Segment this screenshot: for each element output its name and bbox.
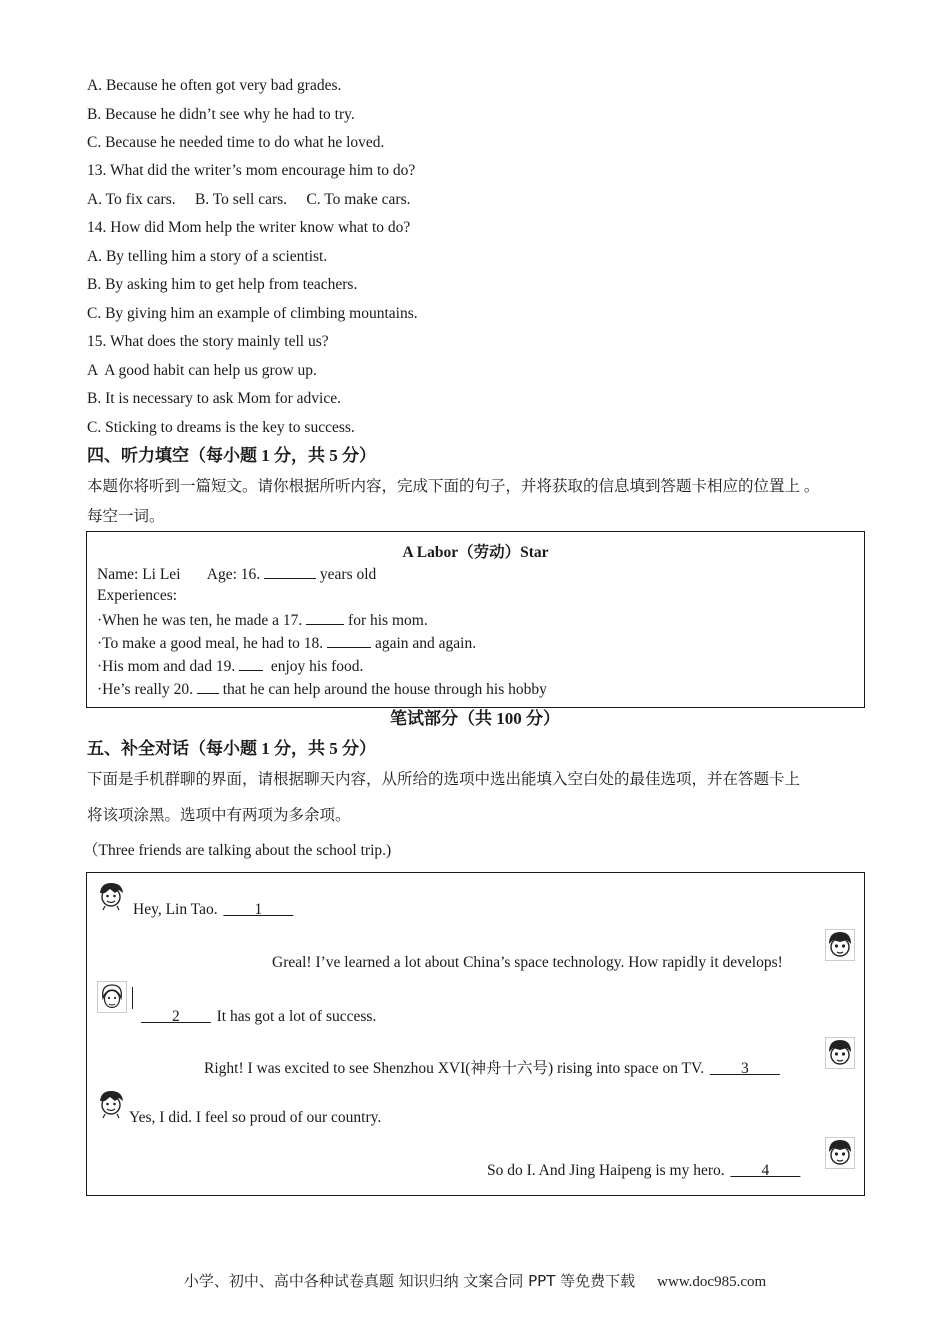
exp-4-post: that he can help around the house through his hobby [218,681,547,698]
section4-instruction-2: 每空一词。 [87,508,165,525]
blank-16[interactable] [264,563,316,579]
box-exp-4 [97,678,547,700]
blank-3[interactable]: ____3____ [709,1060,780,1077]
chat-box [86,872,865,1196]
section5-instruction-1: 下面是手机群聊的界面，请根据聊天内容，从所给的选项中选出能填入空白处的最佳选项，并在答题卡上 [87,771,801,788]
message-1-text: Hey, Lin Tao. [133,901,222,918]
page-footer [0,1270,950,1291]
exp-3-pre: ·His mom and dad 19. [97,658,240,675]
exp-1-pre: ·When he was ten, he made a 17. [97,612,307,629]
message-4-text: Right! I was excited to see Shenzhou XVI(神舟十六号) rising into space on TV. [204,1060,708,1077]
q12-option-c: C. Because he needed time to do what he loved. [87,134,385,151]
box-experiences: Experiences: [97,587,178,604]
box-name: Name: Li Lei [97,566,181,583]
blank-1[interactable]: ____1____ [223,901,294,918]
q13-question: 13. What did the writer’s mom encourage him to do? [87,162,416,179]
box-name-age [97,563,376,585]
girl-avatar-icon [825,1137,855,1169]
box-exp-1 [97,609,428,631]
blank-2[interactable]: ____2____ [141,1008,211,1025]
q14-option-c: C. By giving him an example of climbing mountains. [87,305,418,322]
footer-text: 小学、初中、高中各种试卷真题 知识归纳 文案合同 PPT 等免费下载 [183,1272,636,1290]
q12-option-b: B. Because he didn’t see why he had to try. [87,106,355,123]
chat-message-2: Greal! I’ve learned a lot about China’s space technology. How rapidly it develops! [272,954,783,971]
box-exp-3 [97,655,363,677]
blank-4-number: 4 [761,1162,770,1179]
girl-avatar-icon [97,981,127,1013]
message-3-text: It has got a lot of success. [212,1008,377,1025]
q14-option-b: B. By asking him to get help from teachers. [87,276,358,293]
exp-4-pre: ·He’s really 20. [97,681,197,698]
box-title: A Labor（劳动）Star [402,544,549,561]
footer-url[interactable]: www.doc985.com [657,1274,767,1290]
section4-instruction-1: 本题你将听到一篇短文。请你根据所听内容，完成下面的句子，并将获取的信息填到答题卡相应的位置上 。 [87,478,820,495]
section5-context: （Three friends are talking about the school trip.) [83,842,392,859]
girl-avatar-icon [825,929,855,961]
q15-option-c: C. Sticking to dreams is the key to success. [87,419,355,436]
chat-message-3 [139,1007,376,1027]
chat-message-5: Yes, I did. I feel so proud of our country. [129,1109,382,1126]
section5-instruction-2: 将该项涂黑。选项中有两项为多余项。 [87,807,351,824]
q15-option-b: B. It is necessary to ask Mom for advice. [87,390,341,407]
q15-question: 15. What does the story mainly tell us? [87,333,329,350]
chat-message-1 [133,900,295,920]
exp-2-post: again and again. [371,635,477,652]
q14-question: 14. How did Mom help the writer know what to do? [87,219,411,236]
cursor-bar [132,987,133,1009]
q12-option-a: A. Because he often got very bad grades. [87,77,342,94]
exp-1-post: for his mom. [344,612,428,629]
blank-17[interactable] [306,609,344,625]
box-exp-2 [97,632,476,654]
box-age-post: years old [316,566,377,583]
blank-2-number: 2 [172,1008,180,1025]
q15-option-a: A A good habit can help us grow up. [87,362,317,379]
blank-18[interactable] [327,632,371,648]
section5-heading: 五、补全对话（每小题 1 分，共 5 分） [87,739,376,758]
chat-message-4 [204,1059,782,1079]
message-6-text: So do I. And Jing Haipeng is my hero. [487,1162,729,1179]
labor-star-box [86,531,865,708]
exp-2-pre: ·To make a good meal, he had to 18. [97,635,328,652]
box-age-pre: Age: 16. [206,566,265,583]
boy-avatar-icon [97,1089,125,1119]
blank-3-number: 3 [740,1060,749,1077]
q13-options: A. To fix cars. B. To sell cars. C. To make cars. [87,191,411,208]
blank-4[interactable]: ____4____ [730,1162,801,1179]
exp-3-post: enjoy his food. [263,658,364,675]
q14-option-a: A. By telling him a story of a scientist. [87,248,328,265]
blank-1-number: 1 [254,901,263,918]
blank-19[interactable] [239,655,263,671]
chat-message-6 [487,1161,802,1181]
blank-20[interactable] [197,678,219,694]
boy-avatar-icon [97,881,125,911]
section4-heading: 四、听力填空（每小题 1 分，共 5 分） [87,446,376,465]
written-part-heading: 笔试部分（共 100 分） [390,709,560,728]
girl-avatar-icon [825,1037,855,1069]
